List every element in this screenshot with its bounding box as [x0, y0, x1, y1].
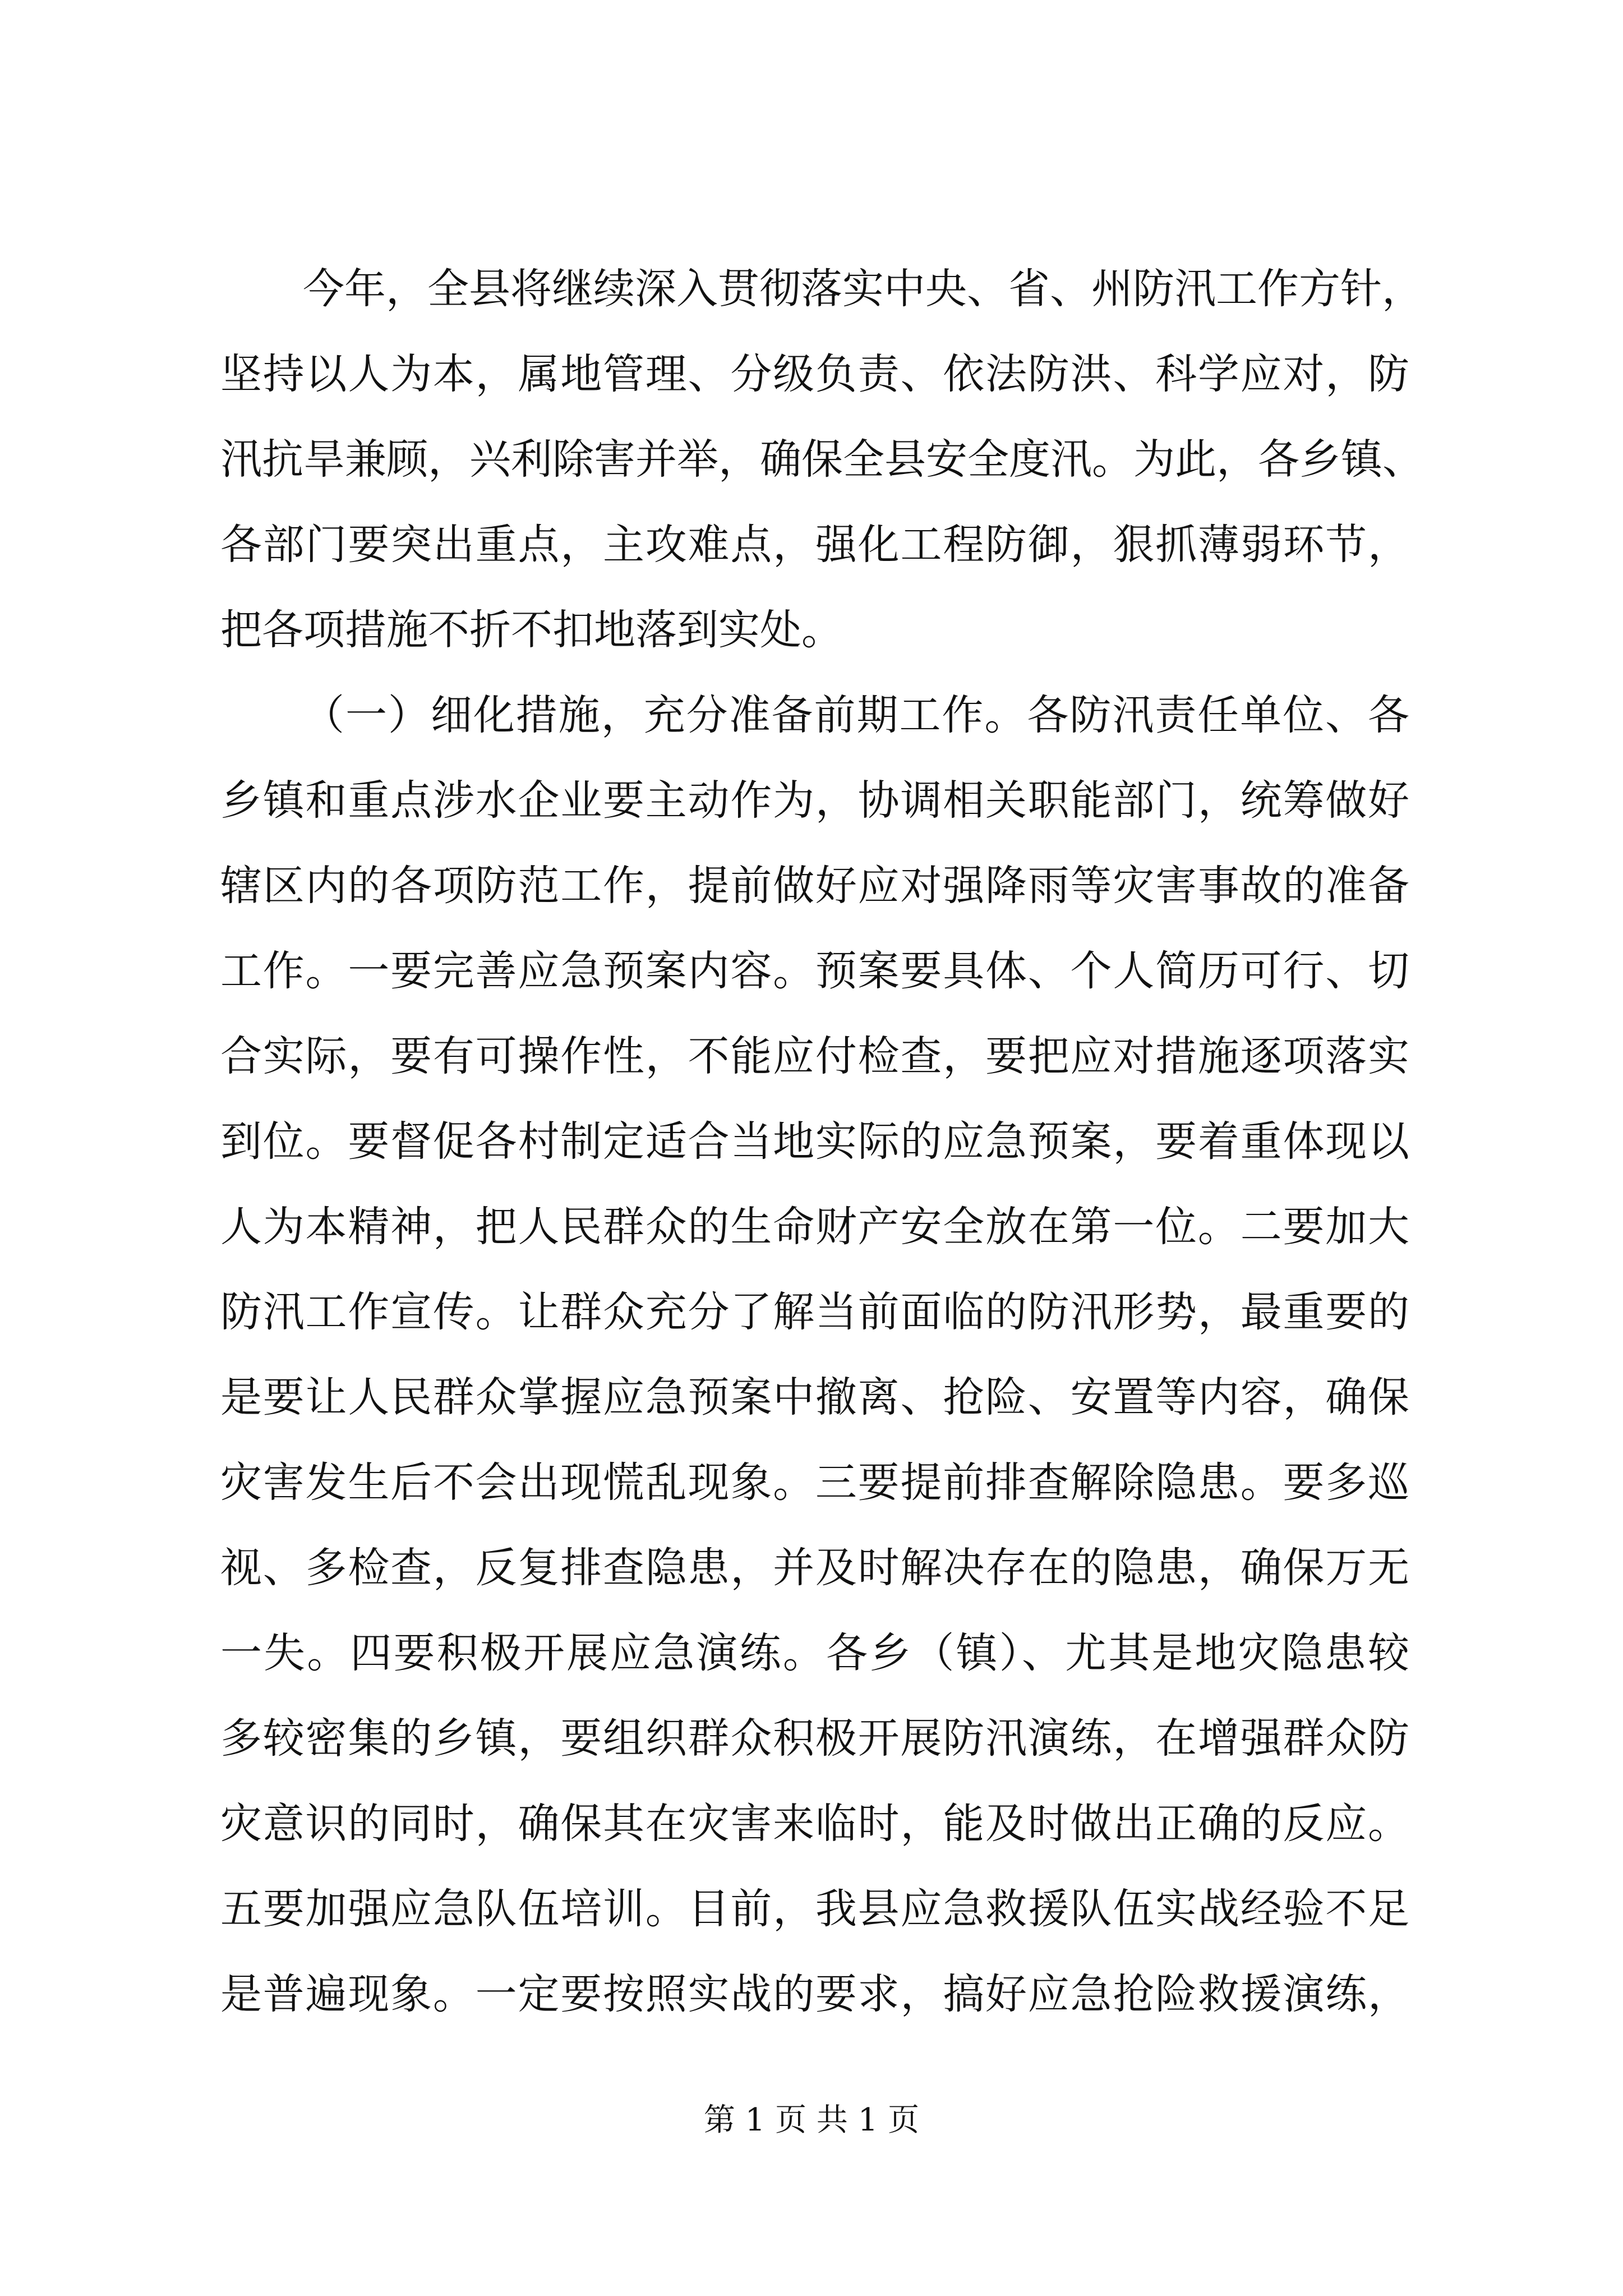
paragraph-2-line-4: 工作。一要完善应急预案内容。预案要具体、个人简历可行、切: [220, 947, 1409, 995]
paragraph-2-line-1: （一）细化措施，充分准备前期工作。各防汛责任单位、各: [303, 691, 1409, 739]
page-number-footer: 第 1 页 共 1 页: [703, 2102, 920, 2138]
paragraph-2-line-7: 人为本精神，把人民群众的生命财产安全放在第一位。二要加大: [220, 1203, 1409, 1251]
paragraph-2-line-13: 多较密集的乡镇，要组织群众积极开展防汛演练，在增强群众防: [220, 1714, 1409, 1763]
paragraph-2-line-11: 视、多检查，反复排查隐患，并及时解决存在的隐患，确保万无: [220, 1544, 1409, 1592]
paragraph-2-line-5: 合实际，要有可操作性，不能应付检查，要把应对措施逐项落实: [220, 1032, 1409, 1080]
paragraph-2-line-15: 五要加强应急队伍培训。目前，我县应急救援队伍实战经验不足: [220, 1885, 1409, 1933]
paragraph-1-line-4: 各部门要突出重点，主攻难点，强化工程防御，狠抓薄弱环节，: [220, 521, 1409, 569]
paragraph-2-line-16: 是普遍现象。一定要按照实战的要求，搞好应急抢险救援演练，: [220, 1970, 1409, 2018]
paragraph-2-line-8: 防汛工作宣传。让群众充分了解当前面临的防汛形势，最重要的: [220, 1288, 1409, 1336]
paragraph-2-line-10: 灾害发生后不会出现慌乱现象。三要提前排查解除隐患。要多巡: [220, 1458, 1409, 1507]
paragraph-1-line-3: 汛抗旱兼顾，兴利除害并举，确保全县安全度汛。为此，各乡镇、: [220, 435, 1424, 484]
paragraph-1-line-1: 今年，全县将继续深入贯彻落实中央、省、州防汛工作方针，: [303, 265, 1423, 313]
paragraph-1-line-2: 坚持以人为本，属地管理、分级负责、依法防洪、科学应对，防: [220, 350, 1409, 398]
paragraph-2-line-9: 是要让人民群众掌握应急预案中撤离、抢险、安置等内容，确保: [220, 1373, 1409, 1421]
paragraph-2-line-3: 辖区内的各项防范工作，提前做好应对强降雨等灾害事故的准备: [220, 862, 1409, 910]
paragraph-2-line-2: 乡镇和重点涉水企业要主动作为，协调相关职能部门，统筹做好: [220, 776, 1409, 825]
paragraph-2-line-6: 到位。要督促各村制定适合当地实际的应急预案，要着重体现以: [220, 1117, 1409, 1166]
paragraph-2-line-12: 一失。四要积极开展应急演练。各乡（镇）、尤其是地灾隐患较: [220, 1629, 1409, 1677]
paragraph-1-line-5: 把各项措施不折不扣地落到实处。: [220, 606, 843, 654]
paragraph-2-line-14: 灾意识的同时，确保其在灾害来临时，能及时做出正确的反应。: [220, 1800, 1409, 1848]
